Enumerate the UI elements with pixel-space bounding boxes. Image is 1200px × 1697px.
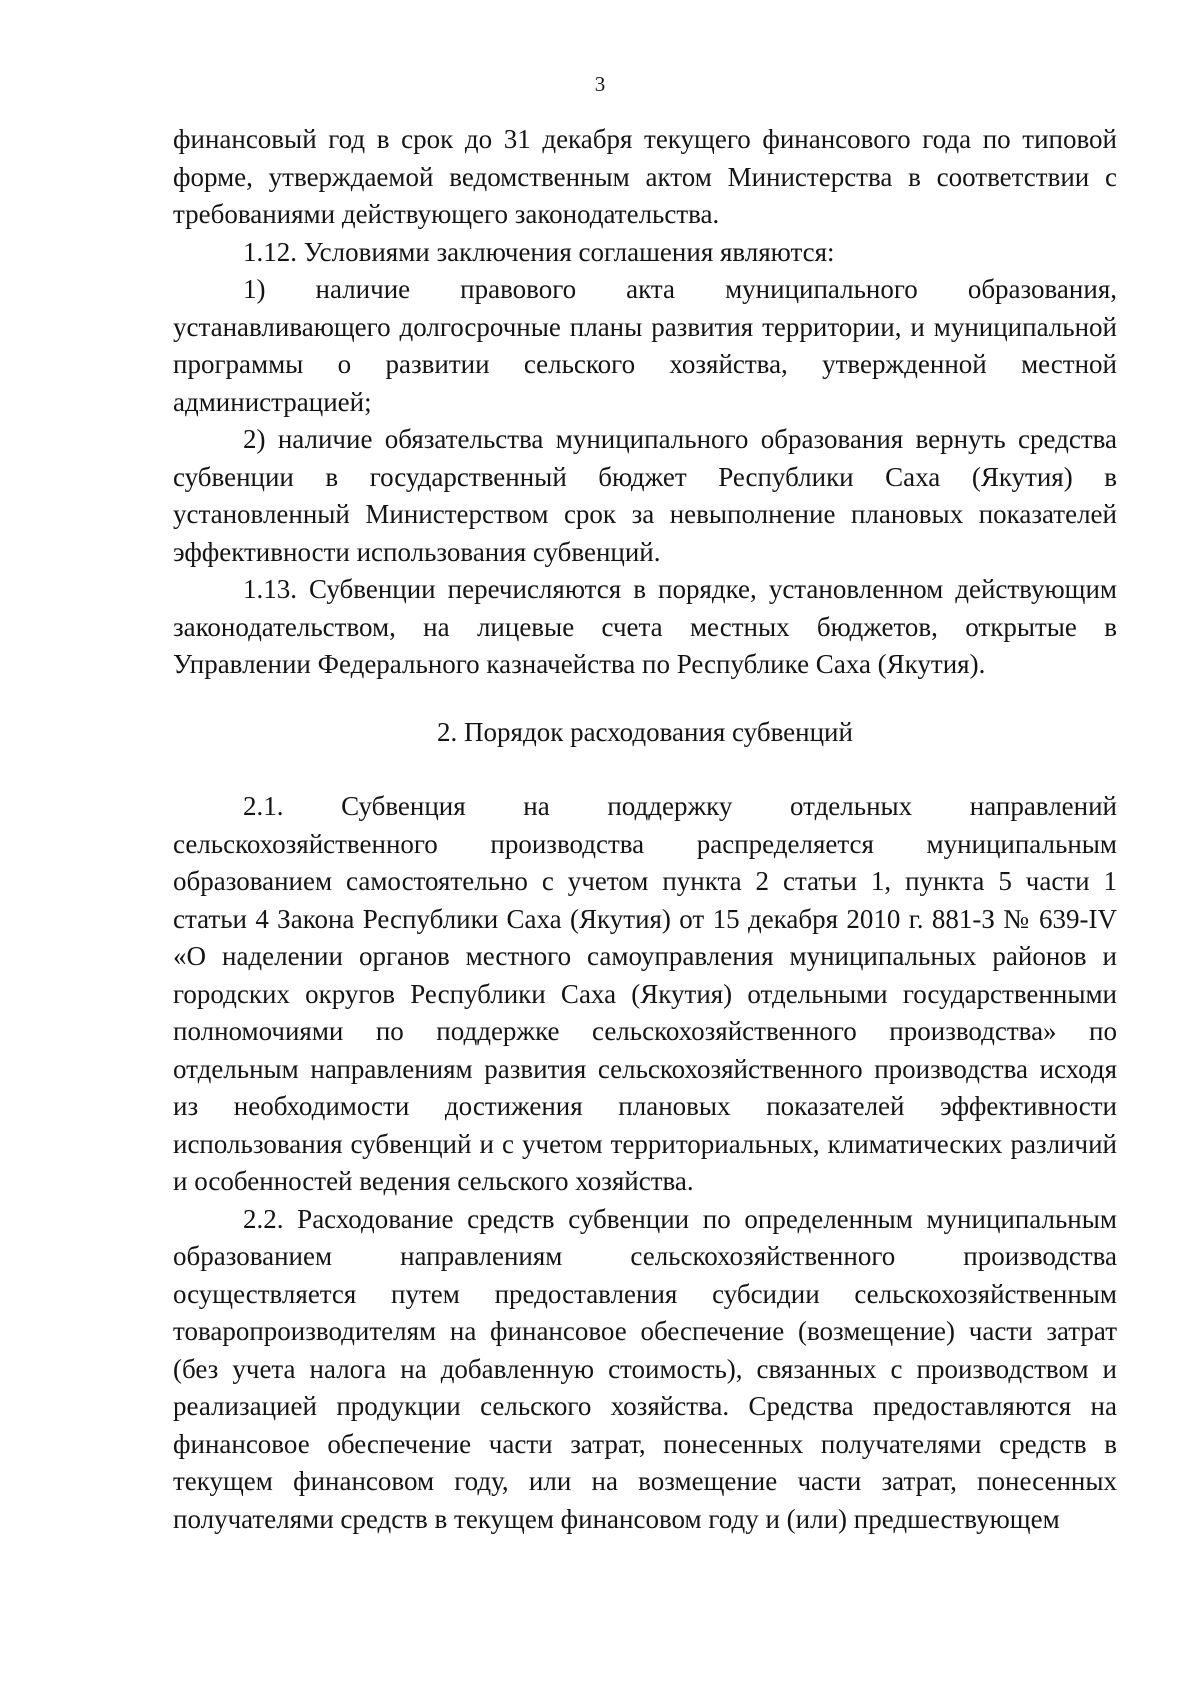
paragraph-condition-2: 2) наличие обязательства муниципального образования вернуть средства субвенции в государственный бюджет Республики Саха (Якутия) в установленный Министерством срок за невыполнение плановых показателей эффективности использования субвенций. bbox=[173, 424, 1117, 567]
section-heading: 2. Порядок расходования субвенций bbox=[437, 716, 853, 747]
paragraph-2-1: 2.1. Субвенция на поддержку отдельных направлений сельскохозяйственного производства распределяется муниципальным образованием самостоятельно с учетом пункта 2 статьи 1, пункта 5 части 1 статьи 4 Закона Республики Саха (Якутия) от 15 декабря 2010 г. 881-З № 639-IV «О наделении органов местного самоуправления муниципальных районов и городских округов Республики Саха (Якутия) отдельными государственными полномочиями по поддержке сельскохозяйственного производства» по отдельным направлениям развития сельскохозяйственного производства исходя из необходимости достижения плановых показателей эффективности использования субвенций и с учетом территориальных, климатических различий и особенностей ведения сельского хозяйства. bbox=[173, 791, 1117, 1196]
paragraph-continuation: финансовый год в срок до 31 декабря текущего финансового года по типовой форме, утверждаемой ведомственным актом Министерства в соответствии с требованиями действующего законодательства. bbox=[173, 124, 1117, 229]
paragraph-2-2: 2.2. Расходование средств субвенции по определенным муниципальным образованием направлениям сельскохозяйственного производства осуществляется путем предоставления субсидии сельскохозяйственным товаропроизводителям на финансовое обеспечение (возмещение) части затрат (без учета налога на добавленную стоимость), связанных с производством и реализацией продукции сельского хозяйства. Средства предоставляются на финансовое обеспечение части затрат, понесенных получателями средств в текущем финансовом году, или на возмещение части затрат, понесенных получателями средств в текущем финансовом году и (или) предшествующем bbox=[173, 1203, 1117, 1534]
document-body bbox=[173, 121, 1117, 1538]
paragraph-condition-1: 1) наличие правового акта муниципального образования, устанавливающего долгосрочные планы развития территории, и муниципальной программы о развитии сельского хозяйства, утвержденной местной администрацией; bbox=[173, 274, 1117, 417]
page-number: 3 bbox=[594, 72, 606, 96]
paragraph-1-13: 1.13. Субвенции перечисляются в порядке, установленном действующим законодательством, на лицевые счета местных бюджетов, открытые в Управлении Федерального казначейства по Республике Саха (Якутия). bbox=[173, 574, 1117, 679]
paragraph-1-12: 1.12. Условиями заключения соглашения являются: bbox=[243, 236, 835, 267]
